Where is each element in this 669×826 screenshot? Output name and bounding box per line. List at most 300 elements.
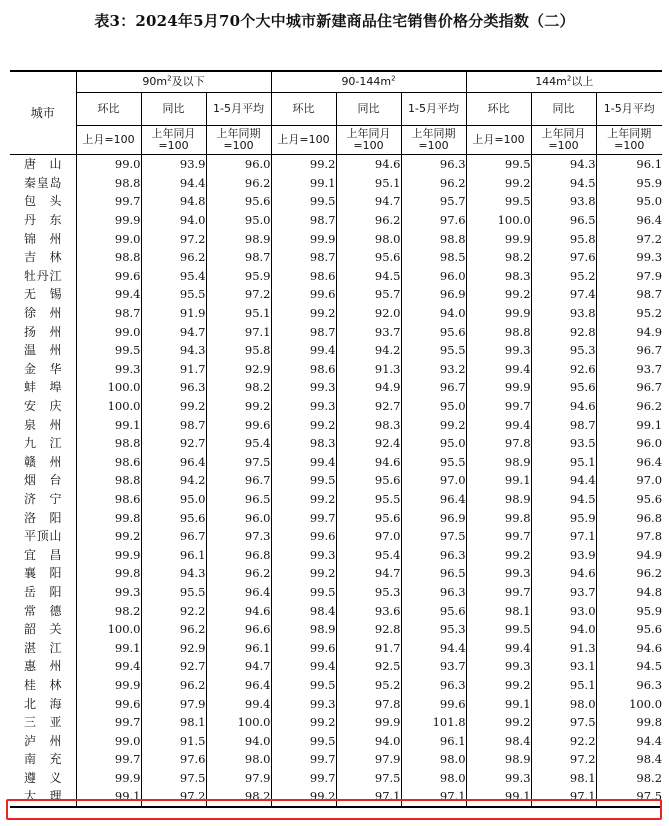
index-value: 96.6 xyxy=(206,620,271,639)
table-row xyxy=(10,434,662,453)
city-name: 吉林 xyxy=(10,248,76,267)
index-value: 98.9 xyxy=(206,229,271,248)
index-value: 99.0 xyxy=(76,322,141,341)
index-value: 99.2 xyxy=(466,545,531,564)
index-value: 93.7 xyxy=(401,657,466,676)
index-value: 98.8 xyxy=(401,229,466,248)
index-value: 94.3 xyxy=(141,341,206,360)
index-value: 94.0 xyxy=(401,304,466,323)
index-value: 96.4 xyxy=(636,454,663,469)
index-value: 96.1 xyxy=(141,545,206,564)
index-value: 98.2 xyxy=(206,787,271,807)
index-value: 98.3 xyxy=(466,267,531,286)
city-name: 桂林 xyxy=(10,676,76,695)
index-value: 95.1 xyxy=(531,676,596,695)
index-value: 95.5 xyxy=(401,453,466,472)
city-name: 秦皇岛 xyxy=(10,174,76,193)
index-value: 99.2 xyxy=(271,787,336,807)
index-value: 99.2 xyxy=(271,415,336,434)
index-value: 97.4 xyxy=(531,285,596,304)
index-value: 94.6 xyxy=(531,564,596,583)
index-value: 96.1 xyxy=(206,638,271,657)
index-value: 93.2 xyxy=(401,360,466,379)
city-name: 岳阳 xyxy=(10,583,76,602)
index-value: 99.2 xyxy=(271,155,336,174)
index-value: 92.9 xyxy=(206,360,271,379)
index-value: 94.0 xyxy=(336,731,401,750)
index-value: 100.0 xyxy=(629,696,663,711)
index-value: 98.0 xyxy=(336,229,401,248)
table-row xyxy=(10,415,662,434)
index-value: 99.9 xyxy=(466,378,531,397)
city-name: 济宁 xyxy=(10,490,76,509)
city-name: 锦州 xyxy=(10,229,76,248)
index-value: 96.2 xyxy=(401,174,466,193)
index-value: 96.1 xyxy=(636,157,663,172)
index-value: 94.2 xyxy=(141,471,206,490)
header-group-1: $90-144m^2$ xyxy=(271,71,466,93)
index-value: 96.5 xyxy=(401,564,466,583)
city-name: 宜昌 xyxy=(10,545,76,564)
index-value: 99.1 xyxy=(636,417,663,432)
index-value: 94.5 xyxy=(336,267,401,286)
city-name: 安庆 xyxy=(10,397,76,416)
index-value: 94.7 xyxy=(206,657,271,676)
index-value: 96.3 xyxy=(636,677,663,692)
index-value: 97.0 xyxy=(401,471,466,490)
header-base-2-0: 上月=100 xyxy=(466,126,531,155)
index-value: 97.1 xyxy=(336,787,401,807)
table-row xyxy=(10,229,662,248)
city-name: 无锡 xyxy=(10,285,76,304)
index-value: 95.1 xyxy=(531,453,596,472)
table-row xyxy=(10,360,662,379)
index-value: 96.2 xyxy=(336,211,401,230)
index-value: 99.4 xyxy=(76,657,141,676)
table-row xyxy=(10,657,662,676)
table-row xyxy=(10,155,662,174)
index-value: 92.8 xyxy=(336,620,401,639)
index-value: 98.0 xyxy=(531,694,596,713)
index-value: 95.6 xyxy=(336,248,401,267)
index-value: 94.9 xyxy=(636,324,663,339)
table-row xyxy=(10,676,662,695)
index-value: 91.5 xyxy=(141,731,206,750)
index-value: 99.5 xyxy=(271,676,336,695)
index-value: 99.4 xyxy=(466,638,531,657)
index-value: 99.7 xyxy=(271,508,336,527)
header-col-0-1: 同比 xyxy=(141,93,206,126)
index-value: 99.2 xyxy=(466,285,531,304)
index-value: 95.6 xyxy=(336,471,401,490)
index-value: 91.7 xyxy=(141,360,206,379)
index-value: 94.0 xyxy=(141,211,206,230)
index-value: 99.1 xyxy=(466,694,531,713)
index-value: 97.8 xyxy=(336,694,401,713)
table-row xyxy=(10,750,662,769)
index-value: 94.4 xyxy=(636,733,663,748)
index-value: 95.1 xyxy=(336,174,401,193)
index-value: 98.7 xyxy=(271,248,336,267)
table-row xyxy=(10,564,662,583)
index-value: 99.1 xyxy=(271,174,336,193)
header-base-0-0: 上月=100 xyxy=(76,126,141,155)
index-value: 94.3 xyxy=(141,564,206,583)
index-value: 96.3 xyxy=(401,545,466,564)
index-value: 96.1 xyxy=(401,731,466,750)
index-value: 95.9 xyxy=(636,603,663,618)
index-value: 97.6 xyxy=(141,750,206,769)
index-value: 96.2 xyxy=(206,174,271,193)
header-city: 城市 xyxy=(10,71,76,155)
index-value: 98.8 xyxy=(76,434,141,453)
index-value: 99.5 xyxy=(466,155,531,174)
index-value: 96.2 xyxy=(636,399,663,414)
index-value: 91.3 xyxy=(336,360,401,379)
index-value: 96.4 xyxy=(206,676,271,695)
index-value: 98.3 xyxy=(336,415,401,434)
index-value: 99.8 xyxy=(636,715,663,730)
index-value: 99.2 xyxy=(206,397,271,416)
index-value: 100.0 xyxy=(466,211,531,230)
index-value: 98.9 xyxy=(466,750,531,769)
index-value: 98.6 xyxy=(271,267,336,286)
index-value: 99.9 xyxy=(466,304,531,323)
index-value: 96.5 xyxy=(531,211,596,230)
index-value: 100.0 xyxy=(76,378,141,397)
index-value: 96.2 xyxy=(206,564,271,583)
index-value: 93.1 xyxy=(531,657,596,676)
index-value: 97.9 xyxy=(636,268,663,283)
index-value: 98.6 xyxy=(76,453,141,472)
header-base-0-2: 上年同期=100 xyxy=(206,126,271,155)
index-value: 95.9 xyxy=(636,175,663,190)
index-value: 95.5 xyxy=(141,285,206,304)
index-value: 95.6 xyxy=(401,601,466,620)
city-name: 三亚 xyxy=(10,713,76,732)
index-value: 94.4 xyxy=(141,174,206,193)
index-value: 99.4 xyxy=(466,360,531,379)
index-value: 94.6 xyxy=(531,397,596,416)
index-value: 98.5 xyxy=(401,248,466,267)
index-value: 95.9 xyxy=(206,267,271,286)
index-value: 99.3 xyxy=(466,341,531,360)
index-value: 98.9 xyxy=(466,490,531,509)
index-value: 94.5 xyxy=(531,174,596,193)
index-value: 96.9 xyxy=(401,285,466,304)
index-value: 99.7 xyxy=(76,713,141,732)
header-group-2: $144m^2$以上 xyxy=(466,71,662,93)
header-base-2-2: 上年同期=100 xyxy=(596,126,662,155)
index-value: 92.2 xyxy=(141,601,206,620)
table-row xyxy=(10,601,662,620)
index-value: 92.8 xyxy=(531,322,596,341)
index-value: 99.2 xyxy=(401,415,466,434)
index-value: 94.8 xyxy=(141,192,206,211)
index-value: 98.7 xyxy=(271,322,336,341)
index-value: 98.1 xyxy=(531,769,596,788)
index-value: 95.2 xyxy=(336,676,401,695)
index-value: 95.6 xyxy=(336,508,401,527)
index-value: 95.5 xyxy=(141,583,206,602)
index-value: 95.0 xyxy=(401,434,466,453)
index-value: 95.0 xyxy=(636,194,663,209)
index-value: 97.0 xyxy=(636,473,663,488)
index-value: 95.6 xyxy=(401,322,466,341)
index-value: 94.5 xyxy=(531,490,596,509)
header-base-2-1: 上年同月=100 xyxy=(531,126,596,155)
index-value: 99.4 xyxy=(271,341,336,360)
index-value: 99.2 xyxy=(141,397,206,416)
index-value: 95.0 xyxy=(401,397,466,416)
city-name: 九江 xyxy=(10,434,76,453)
index-value: 99.3 xyxy=(271,545,336,564)
index-value: 95.0 xyxy=(206,211,271,230)
table-row xyxy=(10,304,662,323)
index-value: 99.3 xyxy=(636,250,663,265)
index-value: 99.7 xyxy=(466,527,531,546)
index-value: 98.2 xyxy=(76,601,141,620)
index-value: 92.7 xyxy=(141,434,206,453)
index-value: 94.4 xyxy=(401,638,466,657)
index-value: 99.0 xyxy=(76,155,141,174)
table-row xyxy=(10,341,662,360)
index-value: 92.6 xyxy=(531,360,596,379)
index-value: 92.0 xyxy=(336,304,401,323)
index-value: 99.7 xyxy=(466,397,531,416)
index-value: 98.8 xyxy=(76,471,141,490)
index-value: 99.6 xyxy=(76,267,141,286)
index-value: 92.4 xyxy=(336,434,401,453)
index-value: 97.9 xyxy=(206,769,271,788)
index-value: 99.7 xyxy=(271,769,336,788)
table-row xyxy=(10,713,662,732)
index-value: 92.7 xyxy=(336,397,401,416)
index-value: 96.7 xyxy=(636,380,663,395)
index-value: 96.7 xyxy=(141,527,206,546)
table-row xyxy=(10,731,662,750)
index-value: 101.8 xyxy=(401,713,466,732)
index-value: 99.6 xyxy=(271,527,336,546)
index-value: 93.5 xyxy=(531,434,596,453)
table-row xyxy=(10,211,662,230)
index-value: 99.5 xyxy=(466,620,531,639)
index-value: 98.4 xyxy=(271,601,336,620)
header-base-0-1: 上年同月=100 xyxy=(141,126,206,155)
index-value: 99.2 xyxy=(271,713,336,732)
index-value: 96.2 xyxy=(141,676,206,695)
index-value: 96.4 xyxy=(206,583,271,602)
city-name: 泸州 xyxy=(10,731,76,750)
index-value: 96.4 xyxy=(636,213,663,228)
index-value: 99.1 xyxy=(76,415,141,434)
index-value: 95.3 xyxy=(336,583,401,602)
index-value: 94.7 xyxy=(336,564,401,583)
index-value: 99.3 xyxy=(76,360,141,379)
index-value: 98.2 xyxy=(466,248,531,267)
index-value: 99.9 xyxy=(76,211,141,230)
index-value: 95.5 xyxy=(401,341,466,360)
index-value: 98.1 xyxy=(466,601,531,620)
index-value: 94.2 xyxy=(336,341,401,360)
index-value: 95.8 xyxy=(531,229,596,248)
index-value: 95.6 xyxy=(206,192,271,211)
city-name: 遵义 xyxy=(10,769,76,788)
city-name: 扬州 xyxy=(10,322,76,341)
table-row xyxy=(10,508,662,527)
index-value: 99.2 xyxy=(466,676,531,695)
index-value: 96.8 xyxy=(206,545,271,564)
index-value: 98.3 xyxy=(271,434,336,453)
city-name: 泉州 xyxy=(10,415,76,434)
index-value: 99.0 xyxy=(76,731,141,750)
index-value: 97.3 xyxy=(206,527,271,546)
index-value: 95.4 xyxy=(206,434,271,453)
index-value: 98.8 xyxy=(76,248,141,267)
index-value: 94.6 xyxy=(336,453,401,472)
index-value: 97.5 xyxy=(336,769,401,788)
index-value: 99.4 xyxy=(271,657,336,676)
index-value: 95.7 xyxy=(336,285,401,304)
city-name: 包头 xyxy=(10,192,76,211)
index-value: 99.9 xyxy=(336,713,401,732)
header-base-1-0: 上月=100 xyxy=(271,126,336,155)
index-value: 94.9 xyxy=(336,378,401,397)
city-name: 襄阳 xyxy=(10,564,76,583)
index-value: 94.6 xyxy=(206,601,271,620)
index-value: 98.9 xyxy=(271,620,336,639)
index-value: 92.2 xyxy=(531,731,596,750)
city-name: 唐山 xyxy=(10,155,76,174)
index-value: 99.4 xyxy=(76,285,141,304)
index-value: 97.2 xyxy=(141,787,206,807)
index-value: 99.2 xyxy=(271,490,336,509)
city-name: 烟台 xyxy=(10,471,76,490)
index-value: 99.5 xyxy=(271,471,336,490)
index-value: 99.9 xyxy=(76,545,141,564)
index-value: 96.7 xyxy=(401,378,466,397)
index-value: 99.3 xyxy=(271,694,336,713)
index-value: 99.7 xyxy=(271,750,336,769)
index-value: 94.6 xyxy=(336,155,401,174)
index-value: 96.0 xyxy=(206,155,271,174)
index-value: 95.0 xyxy=(141,490,206,509)
index-value: 99.4 xyxy=(206,694,271,713)
index-value: 94.7 xyxy=(141,322,206,341)
index-value: 96.2 xyxy=(141,248,206,267)
index-value: 100.0 xyxy=(76,397,141,416)
index-value: 95.3 xyxy=(401,620,466,639)
index-value: 97.0 xyxy=(336,527,401,546)
index-value: 98.2 xyxy=(206,378,271,397)
index-value: 96.4 xyxy=(401,490,466,509)
index-value: 96.0 xyxy=(401,267,466,286)
city-name: 牡丹江 xyxy=(10,267,76,286)
index-value: 96.3 xyxy=(141,378,206,397)
index-value: 93.9 xyxy=(531,545,596,564)
index-value: 93.8 xyxy=(531,304,596,323)
index-value: 97.9 xyxy=(141,694,206,713)
index-value: 99.6 xyxy=(271,285,336,304)
index-value: 92.9 xyxy=(141,638,206,657)
city-name: 蚌埠 xyxy=(10,378,76,397)
index-value: 96.3 xyxy=(401,583,466,602)
index-value: 93.7 xyxy=(636,361,663,376)
index-value: 99.9 xyxy=(271,229,336,248)
index-value: 94.9 xyxy=(636,547,663,562)
index-value: 97.5 xyxy=(401,527,466,546)
index-value: 99.7 xyxy=(76,750,141,769)
index-value: 97.2 xyxy=(636,231,663,246)
index-value: 95.9 xyxy=(531,508,596,527)
index-value: 95.4 xyxy=(336,545,401,564)
index-value: 99.6 xyxy=(271,638,336,657)
index-value: 99.1 xyxy=(76,787,141,807)
index-value: 97.5 xyxy=(206,453,271,472)
index-value: 99.2 xyxy=(76,527,141,546)
index-value: 95.2 xyxy=(636,306,663,321)
index-value: 95.1 xyxy=(206,304,271,323)
index-value: 98.7 xyxy=(531,415,596,434)
index-value: 99.8 xyxy=(76,564,141,583)
index-value: 98.0 xyxy=(401,769,466,788)
index-value: 99.2 xyxy=(271,304,336,323)
table-title: 表3：2024年5月70个大中城市新建商品住宅销售价格分类指数（二） xyxy=(94,12,575,30)
table-row xyxy=(10,192,662,211)
index-value: 94.5 xyxy=(636,659,663,674)
city-name: 北海 xyxy=(10,694,76,713)
index-value: 99.5 xyxy=(271,192,336,211)
table-row xyxy=(10,471,662,490)
city-name: 大理 xyxy=(10,787,76,807)
table-row xyxy=(10,248,662,267)
index-value: 97.6 xyxy=(401,211,466,230)
index-value: 93.0 xyxy=(531,601,596,620)
index-value: 98.4 xyxy=(636,752,663,767)
index-value: 98.4 xyxy=(466,731,531,750)
index-value: 99.9 xyxy=(466,229,531,248)
city-name: 常德 xyxy=(10,601,76,620)
city-name: 徐州 xyxy=(10,304,76,323)
table-row xyxy=(10,174,662,193)
index-value: 99.6 xyxy=(206,415,271,434)
index-value: 99.2 xyxy=(466,174,531,193)
index-value: 93.6 xyxy=(336,601,401,620)
index-value: 97.2 xyxy=(531,750,596,769)
index-value: 97.8 xyxy=(636,529,663,544)
index-value: 98.0 xyxy=(206,750,271,769)
index-value: 95.8 xyxy=(206,341,271,360)
index-value: 99.0 xyxy=(76,229,141,248)
table-row xyxy=(10,694,662,713)
index-value: 99.3 xyxy=(466,564,531,583)
index-value: 95.2 xyxy=(531,267,596,286)
index-value: 98.2 xyxy=(636,770,663,785)
header-group-0: $90m^2$及以下 xyxy=(76,71,271,93)
index-value: 94.0 xyxy=(206,731,271,750)
index-value: 91.7 xyxy=(336,638,401,657)
table-row xyxy=(10,490,662,509)
table-row xyxy=(10,527,662,546)
index-value: 96.0 xyxy=(206,508,271,527)
index-value: 95.7 xyxy=(401,192,466,211)
index-value: 99.6 xyxy=(76,694,141,713)
city-name: 温州 xyxy=(10,341,76,360)
index-value: 99.5 xyxy=(271,583,336,602)
index-value: 96.8 xyxy=(636,510,663,525)
price-index-table xyxy=(10,70,662,808)
index-value: 97.1 xyxy=(531,527,596,546)
